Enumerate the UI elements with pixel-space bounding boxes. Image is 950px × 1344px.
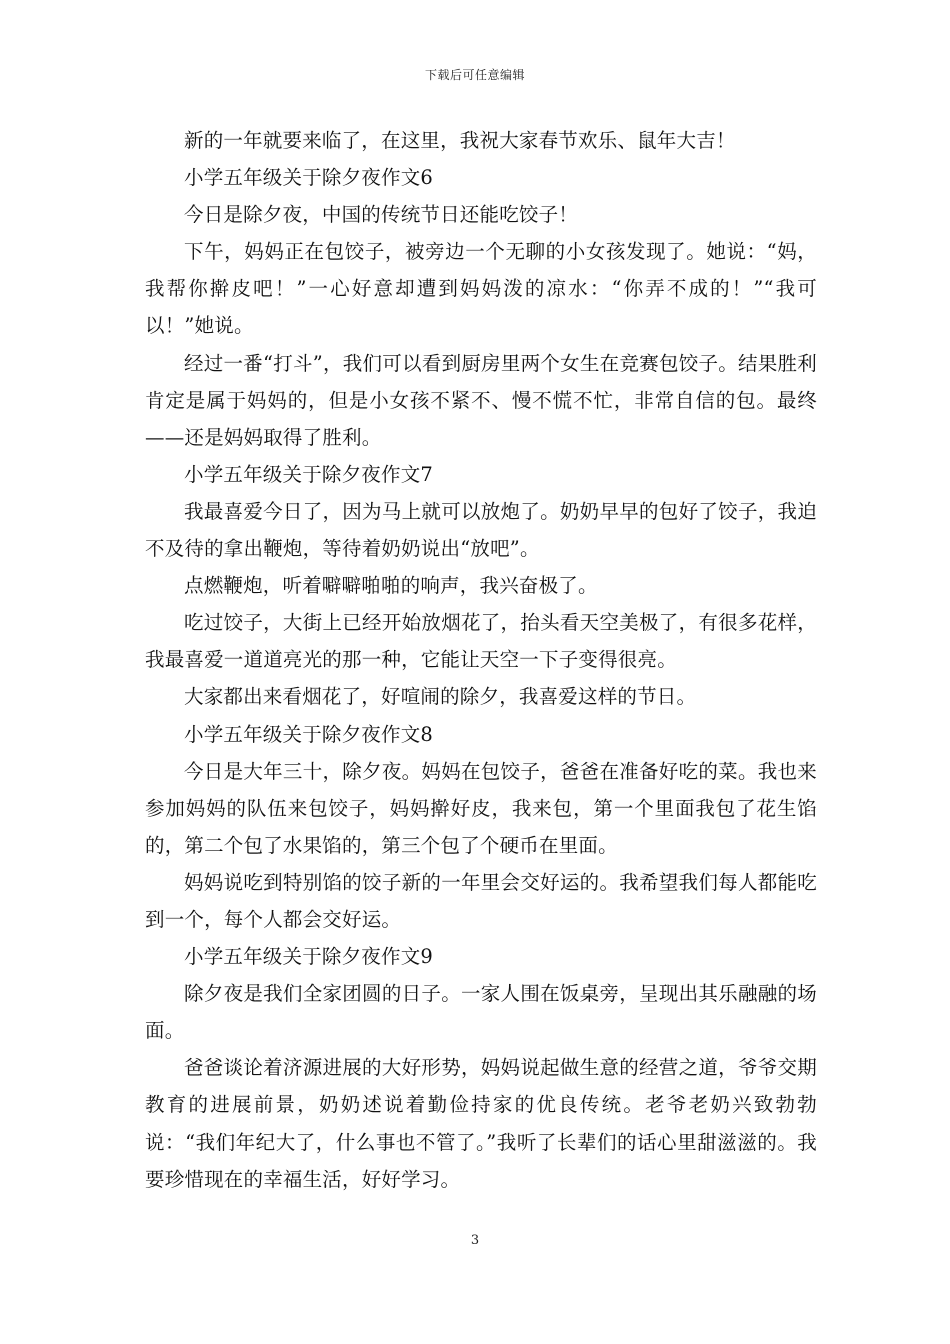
- section-heading: 小学五年级关于除夕夜作文7: [184, 462, 434, 486]
- paragraph: 今日是除夕夜，中国的传统节日还能吃饺子！: [184, 203, 579, 227]
- document-body: [145, 122, 817, 1198]
- section-heading: 小学五年级关于除夕夜作文9: [184, 945, 434, 969]
- paragraph: 除夕夜是我们全家团圆的日子。一家人围在饭桌旁，呈现出其乐融融的场面。: [145, 982, 817, 1043]
- paragraph: 我最喜爱今日了，因为马上就可以放炮了。奶奶早早的包好了饺子，我迫不及待的拿出鞭炮，等待着奶奶说出“放吧”。: [145, 499, 817, 561]
- paragraph: 吃过饺子，大街上已经开始放烟花了，抬头看天空美极了，有很多花样，我最喜爱一道道亮光的那一种，它能让天空一下子变得很亮。: [145, 611, 817, 672]
- paragraph: 大家都出来看烟花了，好喧闹的除夕，我喜爱这样的节日。: [184, 685, 697, 709]
- section-heading: 小学五年级关于除夕夜作文6: [184, 166, 434, 190]
- page-number: 3: [470, 1233, 480, 1248]
- paragraph: 今日是大年三十，除夕夜。妈妈在包饺子，爸爸在准备好吃的菜。我也来参加妈妈的队伍来包饺子，妈妈擀好皮，我来包，第一个里面我包了花生馅的，第二个包了水果馅的，第三个包了个硬币在里面。: [145, 759, 817, 857]
- paragraph: 下午，妈妈正在包饺子，被旁边一个无聊的小女孩发现了。她说：“妈，我帮你擀皮吧！”一心好意却遭到妈妈泼的凉水：“你弄不成的！”“我可以！”她说。: [145, 240, 817, 338]
- page-header: 下载后可任意编辑: [424, 68, 525, 82]
- section-heading: 小学五年级关于除夕夜作文8: [184, 722, 434, 746]
- paragraph: 点燃鞭炮，听着噼噼啪啪的响声，我兴奋极了。: [184, 574, 598, 598]
- paragraph: 新的一年就要来临了，在这里，我祝大家春节欢乐、鼠年大吉！: [184, 129, 736, 152]
- paragraph: 经过一番“打斗”，我们可以看到厨房里两个女生在竞赛包饺子。结果胜利肯定是属于妈妈的，但是小女孩不紧不、慢不慌不忙，非常自信的包。最终——还是妈妈取得了胜利。: [145, 351, 817, 449]
- paragraph: 妈妈说吃到特别馅的饺子新的一年里会交好运的。我希望我们每人都能吃到一个，每个人都会交好运。: [145, 870, 817, 931]
- paragraph: 爸爸谈论着济源进展的大好形势，妈妈说起做生意的经营之道，爷爷交期教育的进展前景，奶奶述说着勤俭持家的优良传统。老爷老奶兴致勃勃说：“我们年纪大了，什么事也不管了。”我听了长辈们的话心里甜滋滋的。我要珍惜现在的幸福生活，好好学习。: [145, 1056, 817, 1191]
